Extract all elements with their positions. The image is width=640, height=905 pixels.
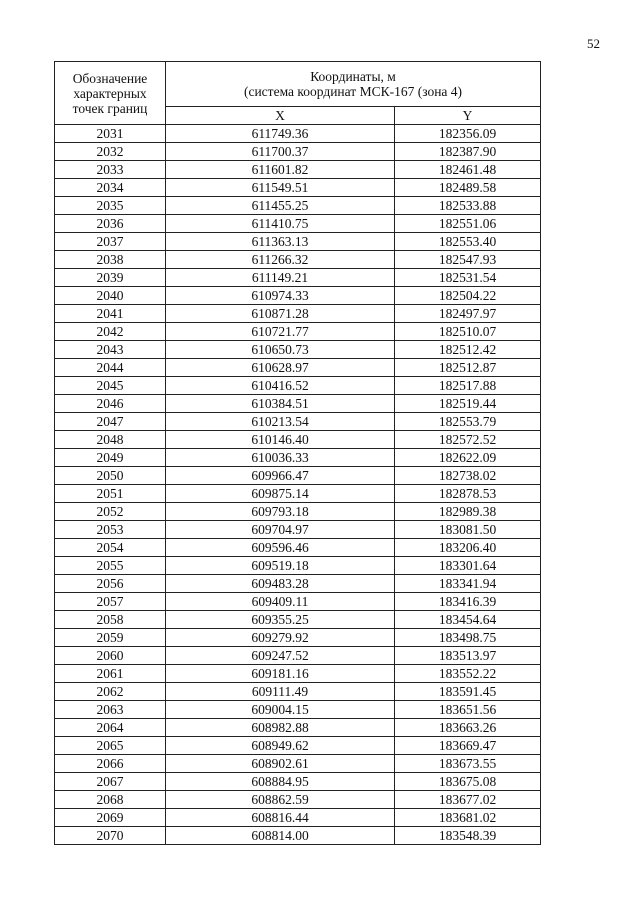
point-id-cell: 2061 xyxy=(55,665,166,683)
x-coordinate-cell: 610871.28 xyxy=(166,305,395,323)
table-row xyxy=(55,431,541,449)
y-coordinate-cell: 182533.88 xyxy=(395,197,541,215)
x-coordinate-cell: 610628.97 xyxy=(166,359,395,377)
point-id-cell: 2050 xyxy=(55,467,166,485)
point-id-cell: 2049 xyxy=(55,449,166,467)
x-coordinate-cell: 608884.95 xyxy=(166,773,395,791)
y-coordinate-cell: 183591.45 xyxy=(395,683,541,701)
table-row xyxy=(55,395,541,413)
y-coordinate-cell: 182517.88 xyxy=(395,377,541,395)
y-coordinate-cell: 183675.08 xyxy=(395,773,541,791)
table-row xyxy=(55,647,541,665)
x-column-header: X xyxy=(166,107,395,125)
x-coordinate-cell: 608982.88 xyxy=(166,719,395,737)
x-coordinate-cell: 611455.25 xyxy=(166,197,395,215)
y-coordinate-cell: 183081.50 xyxy=(395,521,541,539)
y-coordinate-cell: 182512.87 xyxy=(395,359,541,377)
table-row xyxy=(55,503,541,521)
table-row xyxy=(55,557,541,575)
point-id-cell: 2048 xyxy=(55,431,166,449)
table-row xyxy=(55,791,541,809)
point-id-cell: 2055 xyxy=(55,557,166,575)
y-coordinate-cell: 183669.47 xyxy=(395,737,541,755)
table-row xyxy=(55,197,541,215)
x-coordinate-cell: 609875.14 xyxy=(166,485,395,503)
x-coordinate-cell: 609355.25 xyxy=(166,611,395,629)
table-body xyxy=(55,125,541,845)
x-coordinate-cell: 608814.00 xyxy=(166,827,395,845)
table-row xyxy=(55,683,541,701)
point-id-cell: 2031 xyxy=(55,125,166,143)
table-row xyxy=(55,593,541,611)
table-row xyxy=(55,143,541,161)
y-coordinate-cell: 183677.02 xyxy=(395,791,541,809)
y-coordinate-cell: 182622.09 xyxy=(395,449,541,467)
y-column-header: Y xyxy=(395,107,541,125)
table-row xyxy=(55,719,541,737)
point-id-cell: 2035 xyxy=(55,197,166,215)
y-coordinate-cell: 182504.22 xyxy=(395,287,541,305)
point-id-cell: 2043 xyxy=(55,341,166,359)
y-coordinate-cell: 182531.54 xyxy=(395,269,541,287)
y-coordinate-cell: 182461.48 xyxy=(395,161,541,179)
y-coordinate-cell: 182512.42 xyxy=(395,341,541,359)
x-coordinate-cell: 609519.18 xyxy=(166,557,395,575)
x-coordinate-cell: 611700.37 xyxy=(166,143,395,161)
y-coordinate-cell: 182489.58 xyxy=(395,179,541,197)
point-id-cell: 2065 xyxy=(55,737,166,755)
y-coordinate-cell: 183416.39 xyxy=(395,593,541,611)
point-id-cell: 2037 xyxy=(55,233,166,251)
table-row xyxy=(55,809,541,827)
x-coordinate-cell: 609966.47 xyxy=(166,467,395,485)
point-id-cell: 2034 xyxy=(55,179,166,197)
point-id-cell: 2039 xyxy=(55,269,166,287)
table-row xyxy=(55,521,541,539)
point-id-cell: 2068 xyxy=(55,791,166,809)
table-row xyxy=(55,323,541,341)
point-id-cell: 2033 xyxy=(55,161,166,179)
x-coordinate-cell: 608949.62 xyxy=(166,737,395,755)
table-header xyxy=(55,62,541,125)
point-id-cell: 2052 xyxy=(55,503,166,521)
y-coordinate-cell: 183206.40 xyxy=(395,539,541,557)
table-row xyxy=(55,215,541,233)
x-coordinate-cell: 610721.77 xyxy=(166,323,395,341)
point-designation-header xyxy=(55,62,166,125)
table-row xyxy=(55,629,541,647)
coordinate-system-caption: (система координат МСК-167 (зона 4) xyxy=(243,84,463,99)
point-id-cell: 2059 xyxy=(55,629,166,647)
y-coordinate-cell: 182547.93 xyxy=(395,251,541,269)
point-id-cell: 2069 xyxy=(55,809,166,827)
y-coordinate-cell: 183552.22 xyxy=(395,665,541,683)
y-coordinate-cell: 182553.40 xyxy=(395,233,541,251)
x-coordinate-cell: 611266.32 xyxy=(166,251,395,269)
y-coordinate-cell: 182738.02 xyxy=(395,467,541,485)
point-id-cell: 2053 xyxy=(55,521,166,539)
x-coordinate-cell: 609004.15 xyxy=(166,701,395,719)
x-coordinate-cell: 609181.16 xyxy=(166,665,395,683)
table-row xyxy=(55,449,541,467)
y-coordinate-cell: 183663.26 xyxy=(395,719,541,737)
x-coordinate-cell: 610974.33 xyxy=(166,287,395,305)
x-coordinate-cell: 611749.36 xyxy=(166,125,395,143)
x-coordinate-cell: 609279.92 xyxy=(166,629,395,647)
y-coordinate-cell: 183301.64 xyxy=(395,557,541,575)
table-row xyxy=(55,287,541,305)
x-coordinate-cell: 608862.59 xyxy=(166,791,395,809)
y-coordinate-cell: 183673.55 xyxy=(395,755,541,773)
x-coordinate-cell: 611410.75 xyxy=(166,215,395,233)
x-coordinate-cell: 609111.49 xyxy=(166,683,395,701)
x-coordinate-cell: 610036.33 xyxy=(166,449,395,467)
coordinates-title: Координаты, м xyxy=(310,69,396,84)
table-row xyxy=(55,233,541,251)
x-coordinate-cell: 608902.61 xyxy=(166,755,395,773)
table-row xyxy=(55,737,541,755)
point-id-cell: 2057 xyxy=(55,593,166,611)
point-header-line: точек границ xyxy=(72,100,148,116)
point-id-cell: 2060 xyxy=(55,647,166,665)
coordinates-table xyxy=(54,61,541,845)
table-row xyxy=(55,161,541,179)
x-coordinate-cell: 609793.18 xyxy=(166,503,395,521)
table-row xyxy=(55,179,541,197)
x-coordinate-cell: 611363.13 xyxy=(166,233,395,251)
table-row xyxy=(55,701,541,719)
x-coordinate-cell: 611549.51 xyxy=(166,179,395,197)
table-row xyxy=(55,755,541,773)
x-coordinate-cell: 608816.44 xyxy=(166,809,395,827)
point-id-cell: 2063 xyxy=(55,701,166,719)
point-id-cell: 2045 xyxy=(55,377,166,395)
table-row xyxy=(55,467,541,485)
point-id-cell: 2066 xyxy=(55,755,166,773)
table-row xyxy=(55,251,541,269)
point-id-cell: 2062 xyxy=(55,683,166,701)
x-coordinate-cell: 609704.97 xyxy=(166,521,395,539)
table-row xyxy=(55,575,541,593)
point-id-cell: 2070 xyxy=(55,827,166,845)
point-id-cell: 2067 xyxy=(55,773,166,791)
point-id-cell: 2040 xyxy=(55,287,166,305)
point-id-cell: 2041 xyxy=(55,305,166,323)
point-id-cell: 2038 xyxy=(55,251,166,269)
y-coordinate-cell: 182572.52 xyxy=(395,431,541,449)
y-coordinate-cell: 182510.07 xyxy=(395,323,541,341)
x-coordinate-cell: 610416.52 xyxy=(166,377,395,395)
point-id-cell: 2056 xyxy=(55,575,166,593)
x-coordinate-cell: 609483.28 xyxy=(166,575,395,593)
x-coordinate-cell: 609596.46 xyxy=(166,539,395,557)
y-coordinate-cell: 183454.64 xyxy=(395,611,541,629)
table-row xyxy=(55,539,541,557)
x-coordinate-cell: 609409.11 xyxy=(166,593,395,611)
table-row xyxy=(55,269,541,287)
y-coordinate-cell: 183548.39 xyxy=(395,827,541,845)
y-coordinate-cell: 183498.75 xyxy=(395,629,541,647)
point-id-cell: 2044 xyxy=(55,359,166,377)
point-header-line: Обозначение xyxy=(72,70,148,86)
page-number: 52 xyxy=(587,36,600,51)
point-id-cell: 2047 xyxy=(55,413,166,431)
coordinates-header xyxy=(166,62,541,107)
point-id-cell: 2046 xyxy=(55,395,166,413)
x-coordinate-cell: 611149.21 xyxy=(166,269,395,287)
y-coordinate-cell: 182519.44 xyxy=(395,395,541,413)
x-coordinate-cell: 609247.52 xyxy=(166,647,395,665)
y-coordinate-cell: 183341.94 xyxy=(395,575,541,593)
y-coordinate-cell: 182551.06 xyxy=(395,215,541,233)
table-row xyxy=(55,305,541,323)
x-coordinate-cell: 611601.82 xyxy=(166,161,395,179)
table-row xyxy=(55,827,541,845)
point-id-cell: 2058 xyxy=(55,611,166,629)
point-id-cell: 2064 xyxy=(55,719,166,737)
y-coordinate-cell: 183513.97 xyxy=(395,647,541,665)
table-row xyxy=(55,377,541,395)
table-row xyxy=(55,611,541,629)
y-coordinate-cell: 182553.79 xyxy=(395,413,541,431)
y-coordinate-cell: 183651.56 xyxy=(395,701,541,719)
table-row xyxy=(55,341,541,359)
point-id-cell: 2042 xyxy=(55,323,166,341)
table-row xyxy=(55,359,541,377)
x-coordinate-cell: 610384.51 xyxy=(166,395,395,413)
point-id-cell: 2036 xyxy=(55,215,166,233)
x-coordinate-cell: 610146.40 xyxy=(166,431,395,449)
y-coordinate-cell: 182387.90 xyxy=(395,143,541,161)
x-coordinate-cell: 610650.73 xyxy=(166,341,395,359)
y-coordinate-cell: 182989.38 xyxy=(395,503,541,521)
point-id-cell: 2051 xyxy=(55,485,166,503)
y-coordinate-cell: 183681.02 xyxy=(395,809,541,827)
point-id-cell: 2054 xyxy=(55,539,166,557)
table-row xyxy=(55,665,541,683)
table-row xyxy=(55,485,541,503)
x-coordinate-cell: 610213.54 xyxy=(166,413,395,431)
table-row xyxy=(55,413,541,431)
y-coordinate-cell: 182878.53 xyxy=(395,485,541,503)
table-row xyxy=(55,773,541,791)
point-header-line: характерных xyxy=(73,85,147,101)
y-coordinate-cell: 182497.97 xyxy=(395,305,541,323)
table-row xyxy=(55,125,541,143)
y-coordinate-cell: 182356.09 xyxy=(395,125,541,143)
point-id-cell: 2032 xyxy=(55,143,166,161)
